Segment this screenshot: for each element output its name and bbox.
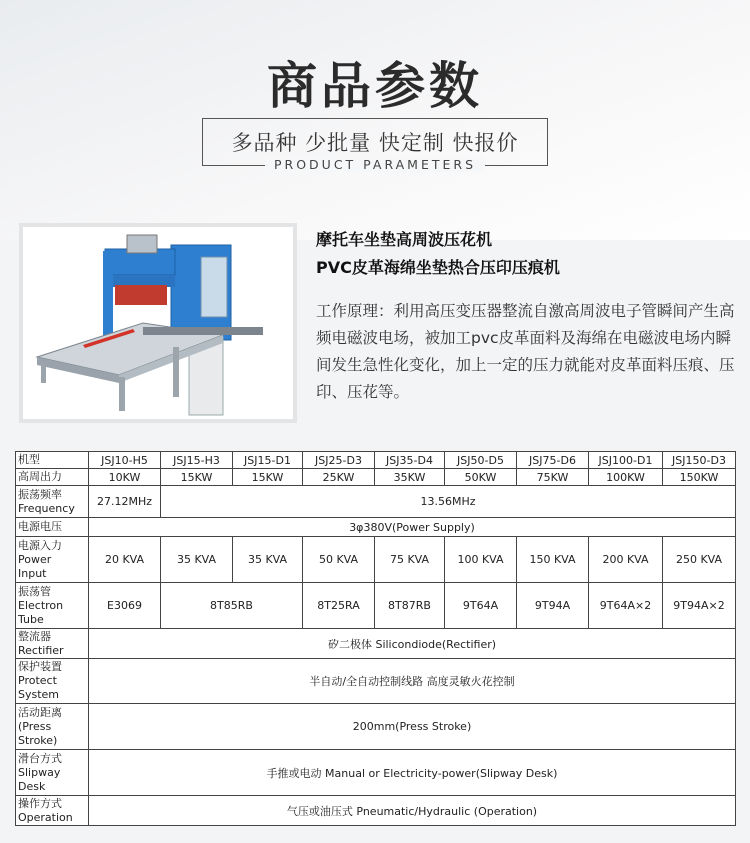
tube-cell: 9T64A×2 [589, 583, 663, 629]
model-cell: JSJ50-D5 [445, 452, 517, 469]
subtitle-text: 多品种 少批量 快定制 快报价 [231, 131, 519, 155]
input-cell: 250 KVA [663, 537, 736, 583]
label-protect: 保护装置 Protect System [16, 659, 89, 704]
model-cell: JSJ100-D1 [589, 452, 663, 469]
spec-table [15, 451, 736, 826]
label-operation: 操作方式 Operation [16, 796, 89, 826]
power-cell: 10KW [89, 469, 161, 486]
label-power: 高周出力 [16, 469, 89, 486]
power-cell: 15KW [161, 469, 233, 486]
label-rectifier: 整流器 Rectifier [16, 629, 89, 659]
input-cell: 35 KVA [161, 537, 233, 583]
input-cell: 50 KVA [303, 537, 375, 583]
row-tube [16, 583, 736, 629]
row-slipway [16, 750, 736, 796]
label-frequency: 振荡频率 Frequency [16, 486, 89, 518]
input-cell: 100 KVA [445, 537, 517, 583]
power-cell: 50KW [445, 469, 517, 486]
input-cell: 150 KVA [517, 537, 589, 583]
power-cell: 75KW [517, 469, 589, 486]
row-models [16, 452, 736, 469]
input-cell: 20 KVA [89, 537, 161, 583]
label-voltage: 电源电压 [16, 518, 89, 537]
power-cell: 150KW [663, 469, 736, 486]
row-frequency [16, 486, 736, 518]
frequency-first: 27.12MHz [89, 486, 161, 518]
model-cell: JSJ10-H5 [89, 452, 161, 469]
english-title: PRODUCT PARAMETERS [265, 157, 485, 172]
page-title: 商品参数 [267, 57, 483, 115]
model-cell: JSJ150-D3 [663, 452, 736, 469]
tube-cell: 9T94A [517, 583, 589, 629]
power-cell: 100KW [589, 469, 663, 486]
rectifier-value: 矽二极体 Silicondiode(Rectifier) [89, 629, 736, 659]
label-models: 机型 [16, 452, 89, 469]
row-protect [16, 659, 736, 704]
product-name-line2: PVC皮革海绵坐垫热合压印压痕机 [316, 258, 560, 277]
input-cell: 75 KVA [375, 537, 445, 583]
stroke-value: 200mm(Press Stroke) [89, 704, 736, 750]
voltage-value: 3φ380V(Power Supply) [89, 518, 736, 537]
operation-value: 气压或油压式 Pneumatic/Hydraulic (Operation) [89, 796, 736, 826]
model-cell: JSJ15-H3 [161, 452, 233, 469]
protect-value: 半自动/全自动控制线路 高度灵敏火花控制 [89, 659, 736, 704]
tube-cell: 8T25RA [303, 583, 375, 629]
row-operation [16, 796, 736, 826]
slipway-value: 手推或电动 Manual or Electricity-power(Slipway Desk) [89, 750, 736, 796]
row-input [16, 537, 736, 583]
label-slipway: 滑台方式 Slipway Desk [16, 750, 89, 796]
label-input: 电源入力 Power Input [16, 537, 89, 583]
tube-cell: 8T85RB [161, 583, 303, 629]
power-cell: 15KW [233, 469, 303, 486]
label-stroke: 活动距离 (Press Stroke) [16, 704, 89, 750]
row-stroke [16, 704, 736, 750]
product-description: 工作原理：利用高压变压器整流自激高周波电子管瞬间产生高频电磁波电场，被加工pvc皮革面料及海绵在电磁波电场内瞬间发生急性化变化，加上一定的压力就能对皮革面料压痕、压印、压花等。 [316, 302, 735, 401]
machine-illustration [23, 227, 293, 419]
model-cell: JSJ15-D1 [233, 452, 303, 469]
product-name-line1: 摩托车坐垫高周波压花机 [316, 230, 493, 249]
tube-cell: 9T64A [445, 583, 517, 629]
product-photo [19, 223, 297, 423]
tube-cell: 8T87RB [375, 583, 445, 629]
row-power [16, 469, 736, 486]
label-tube: 振荡管 Electron Tube [16, 583, 89, 629]
row-rectifier [16, 629, 736, 659]
row-voltage [16, 518, 736, 537]
model-cell: JSJ25-D3 [303, 452, 375, 469]
power-cell: 35KW [375, 469, 445, 486]
tube-cell: 9T94A×2 [663, 583, 736, 629]
power-cell: 25KW [303, 469, 375, 486]
input-cell: 35 KVA [233, 537, 303, 583]
model-cell: JSJ75-D6 [517, 452, 589, 469]
frequency-rest: 13.56MHz [161, 486, 736, 518]
input-cell: 200 KVA [589, 537, 663, 583]
tube-cell: E3069 [89, 583, 161, 629]
model-cell: JSJ35-D4 [375, 452, 445, 469]
